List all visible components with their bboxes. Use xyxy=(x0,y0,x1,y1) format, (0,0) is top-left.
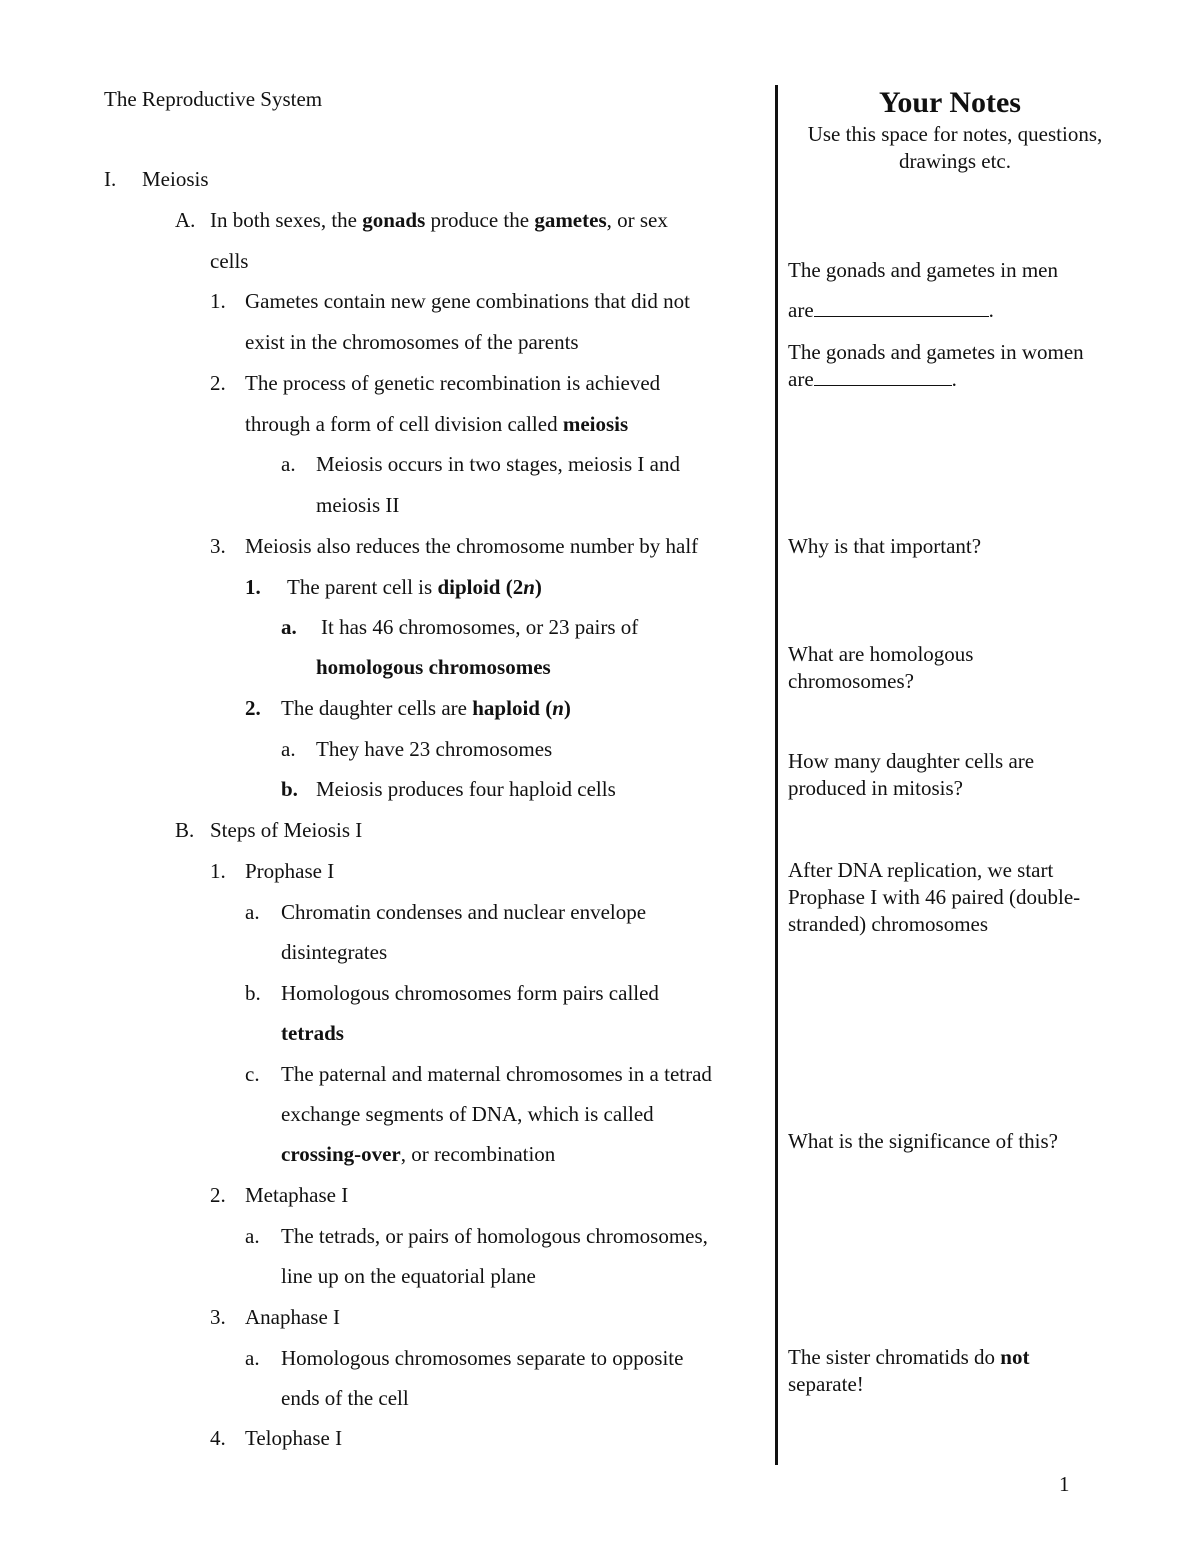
bold-term: meiosis xyxy=(562,412,629,436)
column-divider xyxy=(775,85,778,1465)
outline-text xyxy=(281,1142,555,1166)
bold-term: diploid (2 xyxy=(437,575,524,599)
text: . xyxy=(988,298,994,322)
notes-subtitle: Use this space for notes, questions, drawings etc. xyxy=(807,122,1103,173)
outline-text: It has 46 chromosomes, or 23 pairs of xyxy=(321,615,639,639)
note-significance: What is the significance of this? xyxy=(788,1129,1058,1153)
outline-text: Meiosis produces four haploid cells xyxy=(316,777,616,801)
outline-letter: a. xyxy=(245,900,260,924)
outline-text: Gametes contain new gene combinations that did not xyxy=(245,289,690,313)
note-why-important: Why is that important? xyxy=(788,534,982,558)
note-women-line1: The gonads and gametes in women xyxy=(788,340,1084,364)
outline-text xyxy=(281,696,571,720)
text: The sister chromatids do xyxy=(788,1345,1001,1369)
outline-number: 2. xyxy=(210,371,226,395)
bold-italic-term: n xyxy=(523,575,535,599)
outline-number: 1. xyxy=(210,859,226,883)
outline-text: The process of genetic recombination is achieved xyxy=(245,371,661,395)
outline-number: 4. xyxy=(210,1426,226,1450)
outline-letter: c. xyxy=(245,1062,260,1086)
outline-number: 1. xyxy=(210,289,226,313)
text: through a form of cell division called xyxy=(245,412,563,436)
note-women-line2 xyxy=(788,366,1128,393)
bold-term: ) xyxy=(563,696,571,720)
outline-text: Metaphase I xyxy=(245,1183,349,1207)
outline-text: The paternal and maternal chromosomes in a tetrad xyxy=(281,1062,712,1086)
outline-text: Meiosis also reduces the chromosome number by half xyxy=(245,534,699,558)
outline-text: Homologous chromosomes separate to opposite xyxy=(281,1346,684,1370)
outline-item-a-line2: cells xyxy=(210,249,249,273)
outline-letter: b. xyxy=(245,981,261,1005)
fill-in-blank[interactable] xyxy=(814,302,989,317)
note-men-line2 xyxy=(788,297,1128,324)
outline-letter: A. xyxy=(175,208,196,232)
outline-text: The tetrads, or pairs of homologous chromosomes, xyxy=(281,1224,708,1248)
note-men-line1: The gonads and gametes in men xyxy=(788,258,1059,282)
outline-number: 3. xyxy=(210,1305,226,1329)
bold-term: homologous chromosomes xyxy=(316,655,551,679)
text: . xyxy=(951,367,957,391)
section-heading-meiosis: Meiosis xyxy=(142,167,209,191)
outline-number: 1. xyxy=(245,575,261,599)
bold-term: ) xyxy=(534,575,542,599)
outline-text: Telophase I xyxy=(245,1426,343,1450)
outline-text: Prophase I xyxy=(245,859,335,883)
text: , or sex xyxy=(606,208,668,232)
outline-letter: a. xyxy=(245,1346,260,1370)
outline-number: 2. xyxy=(210,1183,226,1207)
bold-term: crossing-over xyxy=(281,1142,401,1166)
outline-text: They have 23 chromosomes xyxy=(316,737,553,761)
bold-italic-term: n xyxy=(552,696,564,720)
text: The parent cell is xyxy=(287,575,438,599)
outline-number: 3. xyxy=(210,534,226,558)
outline-letter: a. xyxy=(281,615,297,639)
text: are xyxy=(788,367,814,391)
outline-text: meiosis II xyxy=(316,493,400,517)
outline-text xyxy=(245,412,628,436)
bold-term: not xyxy=(1000,1345,1030,1369)
bold-term: tetrads xyxy=(281,1021,344,1045)
fill-in-blank[interactable] xyxy=(814,371,952,386)
text: , or recombination xyxy=(400,1142,556,1166)
section-heading-steps: Steps of Meiosis I xyxy=(210,818,363,842)
outline-text: exchange segments of DNA, which is called xyxy=(281,1102,654,1126)
outline-number: I. xyxy=(104,167,117,191)
note-after-dna: After DNA replication, we start Prophase I with 46 paired (double-stranded) chromosomes xyxy=(788,858,1081,936)
outline-letter: B. xyxy=(175,818,195,842)
text: are xyxy=(788,298,814,322)
document-title: The Reproductive System xyxy=(104,87,323,111)
bold-term: gonads xyxy=(362,208,426,232)
outline-number: 2. xyxy=(245,696,261,720)
outline-text: Meiosis occurs in two stages, meiosis I and xyxy=(316,452,680,476)
note-daughter-cells: How many daughter cells are produced in mitosis? xyxy=(788,749,1035,800)
outline-letter: a. xyxy=(245,1224,260,1248)
page-number: 1 xyxy=(1059,1472,1070,1496)
note-sister-chromatids xyxy=(788,1344,1078,1398)
bold-term: haploid ( xyxy=(472,696,553,720)
outline-letter: b. xyxy=(281,777,298,801)
outline-letter: a. xyxy=(281,737,296,761)
outline-text xyxy=(287,575,542,599)
outline-text: Anaphase I xyxy=(245,1305,341,1329)
bold-term: gametes xyxy=(534,208,607,232)
outline-text: ends of the cell xyxy=(281,1386,409,1410)
text: produce the xyxy=(425,208,535,232)
notes-title: Your Notes xyxy=(879,86,1021,119)
outline-text: line up on the equatorial plane xyxy=(281,1264,536,1288)
note-homologous: What are homologous chromosomes? xyxy=(788,642,974,693)
outline-text: Chromatin condenses and nuclear envelope xyxy=(281,900,647,924)
outline-text: exist in the chromosomes of the parents xyxy=(245,330,579,354)
text: In both sexes, the xyxy=(210,208,363,232)
text: The daughter cells are xyxy=(281,696,473,720)
outline-item-a-line1 xyxy=(210,208,668,232)
outline-text: disintegrates xyxy=(281,940,388,964)
outline-letter: a. xyxy=(281,452,296,476)
text: separate! xyxy=(788,1372,864,1396)
outline-text: Homologous chromosomes form pairs called xyxy=(281,981,659,1005)
